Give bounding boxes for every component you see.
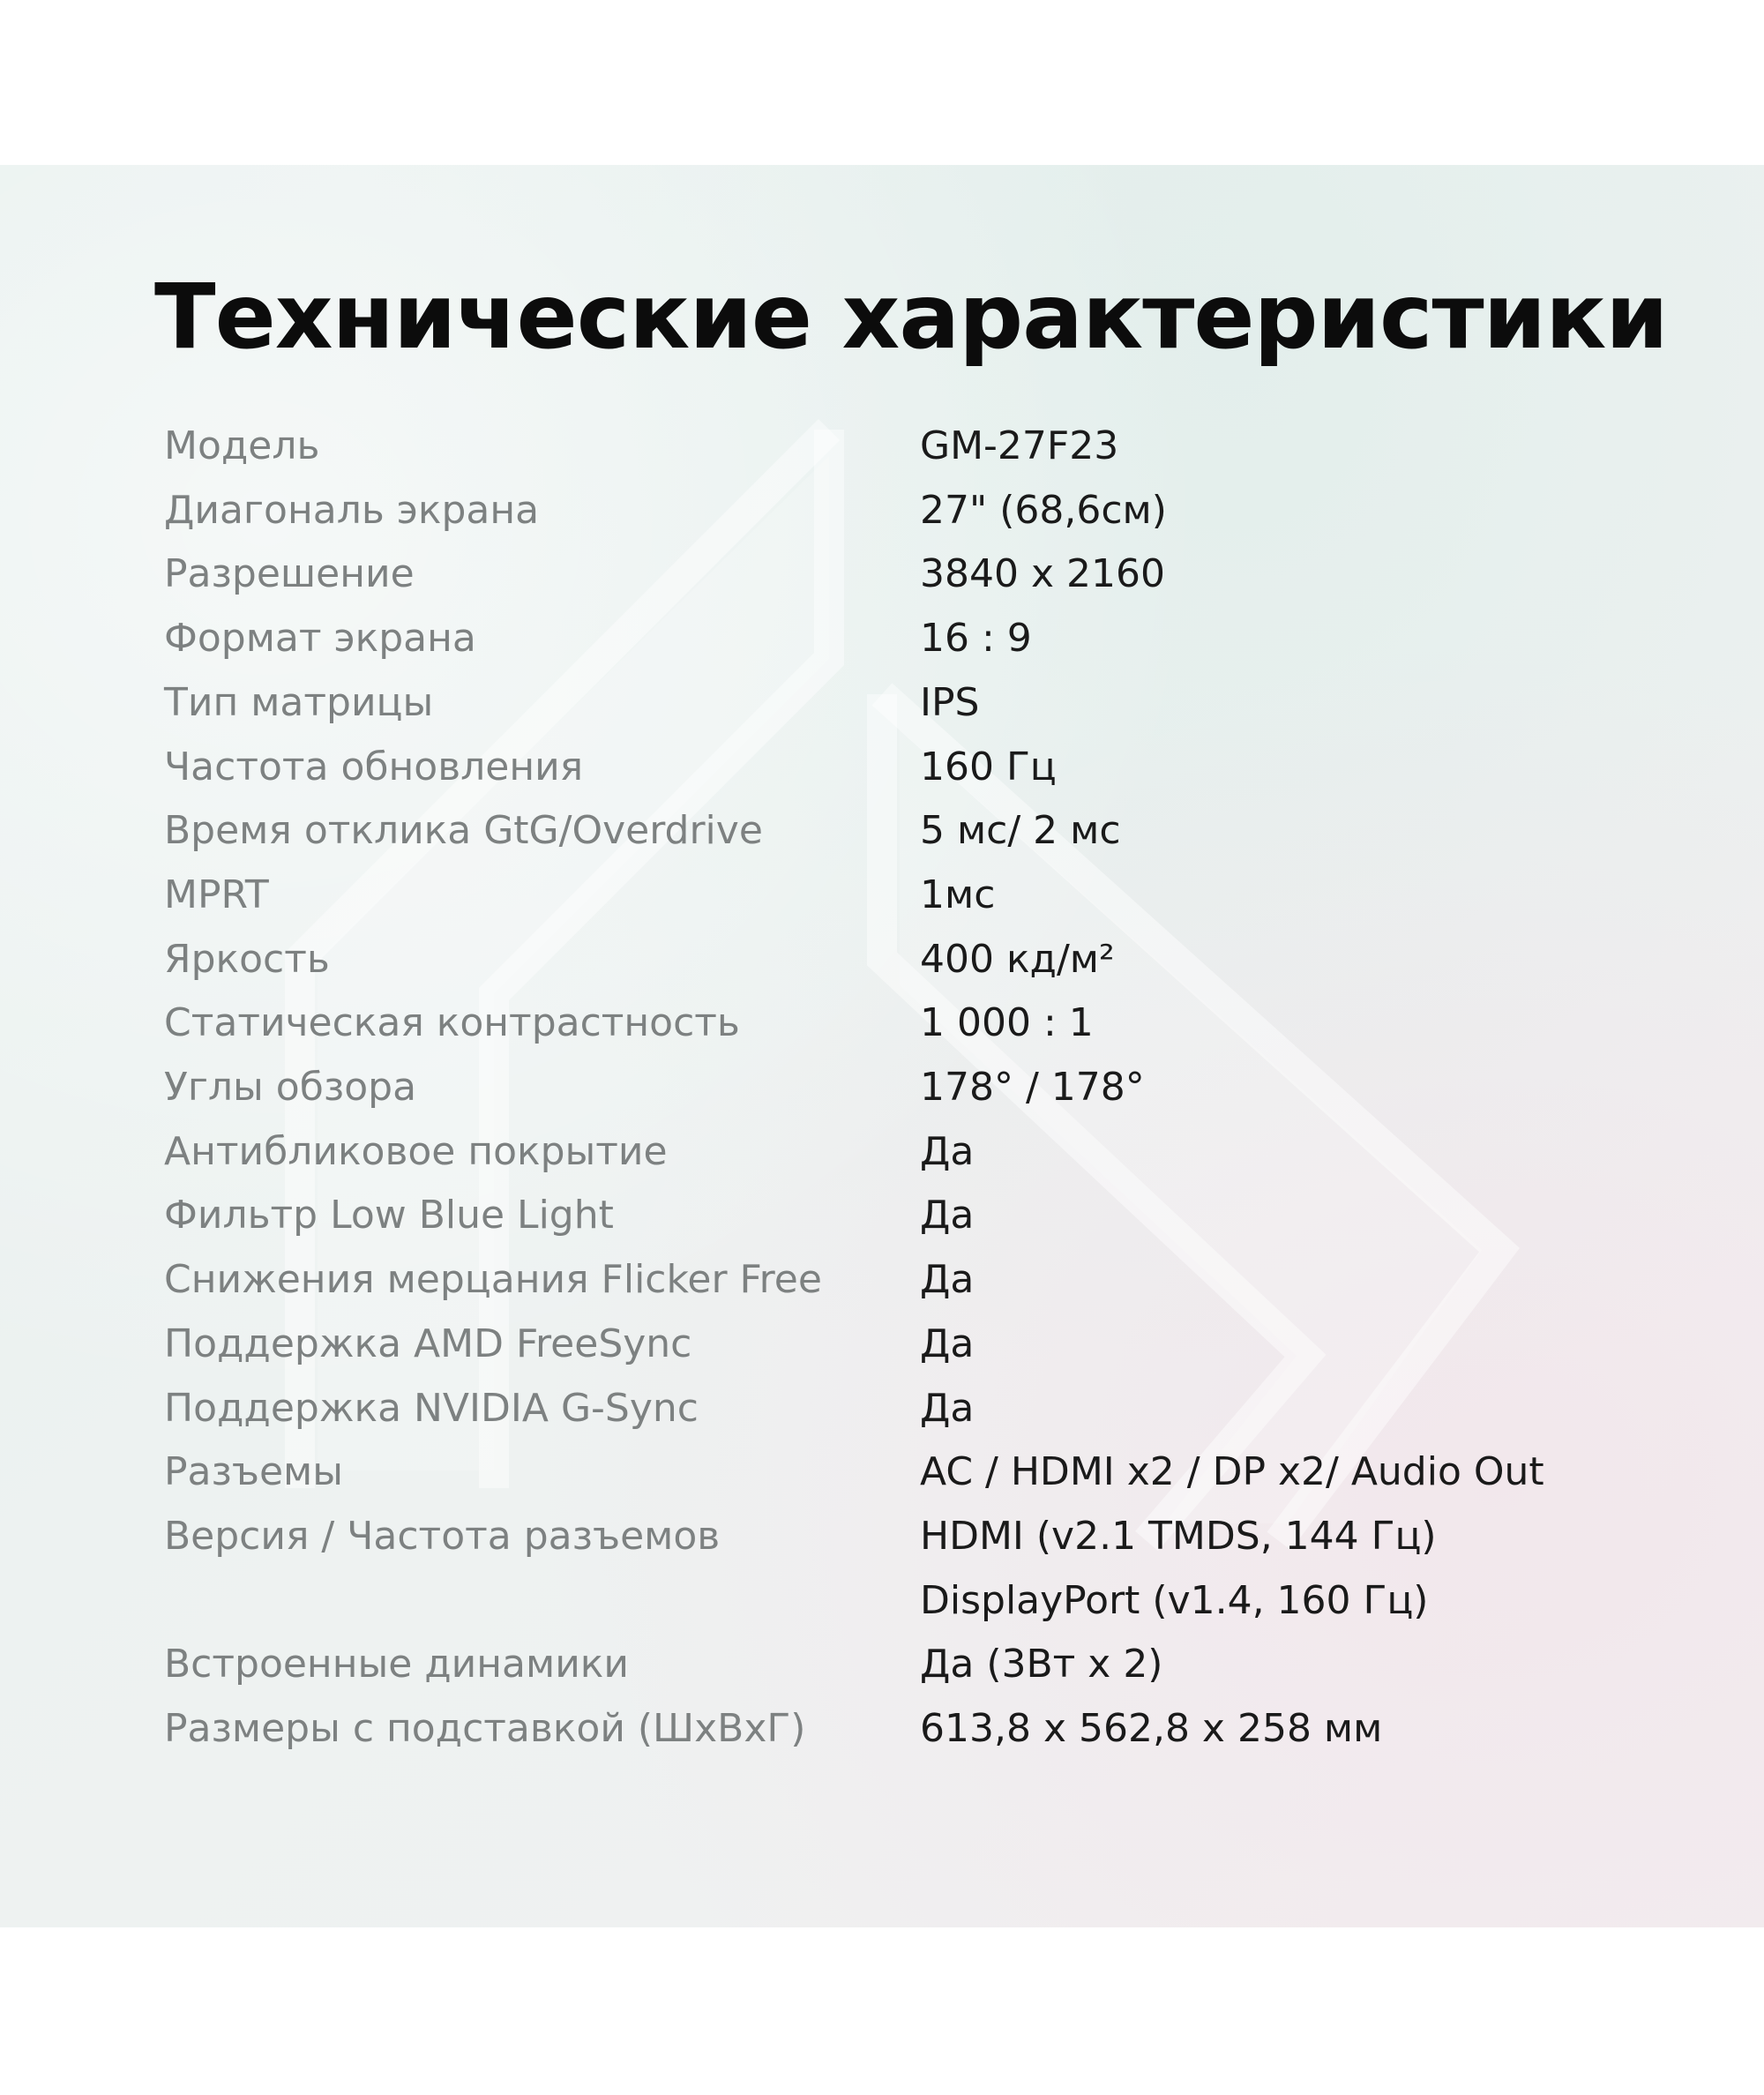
spec-label: Тип матрицы	[164, 679, 434, 725]
spec-label: Углы обзора	[164, 1065, 417, 1111]
spec-values	[920, 1056, 1646, 1120]
spec-row	[164, 1440, 1646, 1505]
spec-values	[920, 736, 1646, 800]
spec-row	[164, 991, 1646, 1056]
spec-value: Да	[920, 1321, 975, 1366]
spec-row	[164, 1056, 1646, 1120]
spec-values	[920, 864, 1646, 928]
spec-row	[164, 1248, 1646, 1313]
spec-row	[164, 1313, 1646, 1377]
spec-value: 1 000 : 1	[920, 1000, 1094, 1046]
spec-values	[920, 928, 1646, 992]
spec-label: Антибликовое покрытие	[164, 1128, 668, 1174]
spec-values	[920, 671, 1646, 736]
spec-label: Версия / Частота разъемов	[164, 1513, 721, 1559]
spec-label: Статическая контрастность	[164, 1000, 740, 1046]
spec-row	[164, 671, 1646, 736]
spec-value: 27" (68,6см)	[920, 487, 1167, 533]
spec-row	[164, 928, 1646, 992]
spec-value: Да (3Вт x 2)	[920, 1642, 1163, 1687]
spec-label: Размеры с подставкой (ШxВxГ)	[164, 1706, 806, 1752]
spec-values	[920, 1440, 1646, 1505]
spec-value: 160 Гц	[920, 744, 1057, 789]
spec-label: Частота обновления	[164, 744, 584, 789]
spec-values	[920, 1120, 1646, 1185]
spec-row	[164, 415, 1646, 479]
spec-value: 5 мс/ 2 мс	[920, 808, 1121, 854]
spec-values	[920, 1697, 1646, 1762]
spec-value: 3840 x 2160	[920, 551, 1165, 597]
spec-label: Время отклика GtG/Overdrive	[164, 808, 763, 854]
spec-value: IPS	[920, 679, 980, 725]
spec-row	[164, 799, 1646, 864]
spec-row	[164, 1505, 1646, 1633]
spec-label: Поддержка NVIDIA G-Sync	[164, 1385, 699, 1431]
spec-value: 178° / 178°	[920, 1065, 1145, 1111]
spec-value: 613,8 x 562,8 x 258 мм	[920, 1706, 1383, 1752]
concrete-background-panel	[0, 165, 1764, 1927]
spec-value: DisplayPort (v1.4, 160 Гц)	[920, 1577, 1429, 1623]
spec-values	[920, 415, 1646, 479]
spec-value: AC / HDMI x2 / DP x2/ Audio Out	[920, 1449, 1544, 1495]
spec-values	[920, 991, 1646, 1056]
spec-values	[920, 607, 1646, 671]
spec-value: 1мс	[920, 872, 996, 917]
spec-label: Поддержка AMD FreeSync	[164, 1321, 692, 1366]
spec-row	[164, 1633, 1646, 1697]
spec-values	[920, 1505, 1646, 1633]
spec-value: 400 кд/м²	[920, 936, 1115, 982]
spec-row	[164, 542, 1646, 607]
spec-values	[920, 1313, 1646, 1377]
spec-value: Да	[920, 1385, 975, 1431]
spec-row	[164, 1377, 1646, 1441]
spec-values	[920, 1248, 1646, 1313]
spec-label: Фильтр Low Blue Light	[164, 1193, 614, 1238]
spec-value: Да	[920, 1128, 975, 1174]
spec-row	[164, 864, 1646, 928]
spec-values	[920, 1633, 1646, 1697]
spec-values	[920, 1184, 1646, 1248]
spec-value: Да	[920, 1193, 975, 1238]
spec-label: MPRT	[164, 872, 269, 917]
spec-values	[920, 799, 1646, 864]
spec-values	[920, 479, 1646, 543]
spec-row	[164, 607, 1646, 671]
spec-label: Встроенные динамики	[164, 1642, 629, 1687]
spec-value: HDMI (v2.1 TMDS, 144 Гц)	[920, 1513, 1437, 1559]
spec-label: Диагональ экрана	[164, 487, 540, 533]
page-title: Технические характеристики	[154, 265, 1668, 370]
spec-value: GM-27F23	[920, 423, 1119, 468]
spec-row	[164, 736, 1646, 800]
spec-table	[164, 415, 1646, 1762]
spec-row	[164, 479, 1646, 543]
spec-value: 16 : 9	[920, 616, 1032, 662]
spec-label: Модель	[164, 423, 320, 468]
spec-row	[164, 1184, 1646, 1248]
spec-row	[164, 1120, 1646, 1185]
spec-value: Да	[920, 1257, 975, 1303]
spec-values	[920, 542, 1646, 607]
spec-label: Разъемы	[164, 1449, 343, 1495]
spec-label: Разрешение	[164, 551, 415, 597]
spec-label: Яркость	[164, 936, 330, 982]
spec-values	[920, 1377, 1646, 1441]
spec-row	[164, 1697, 1646, 1762]
spec-label: Снижения мерцания Flicker Free	[164, 1257, 822, 1303]
spec-label: Формат экрана	[164, 616, 476, 662]
